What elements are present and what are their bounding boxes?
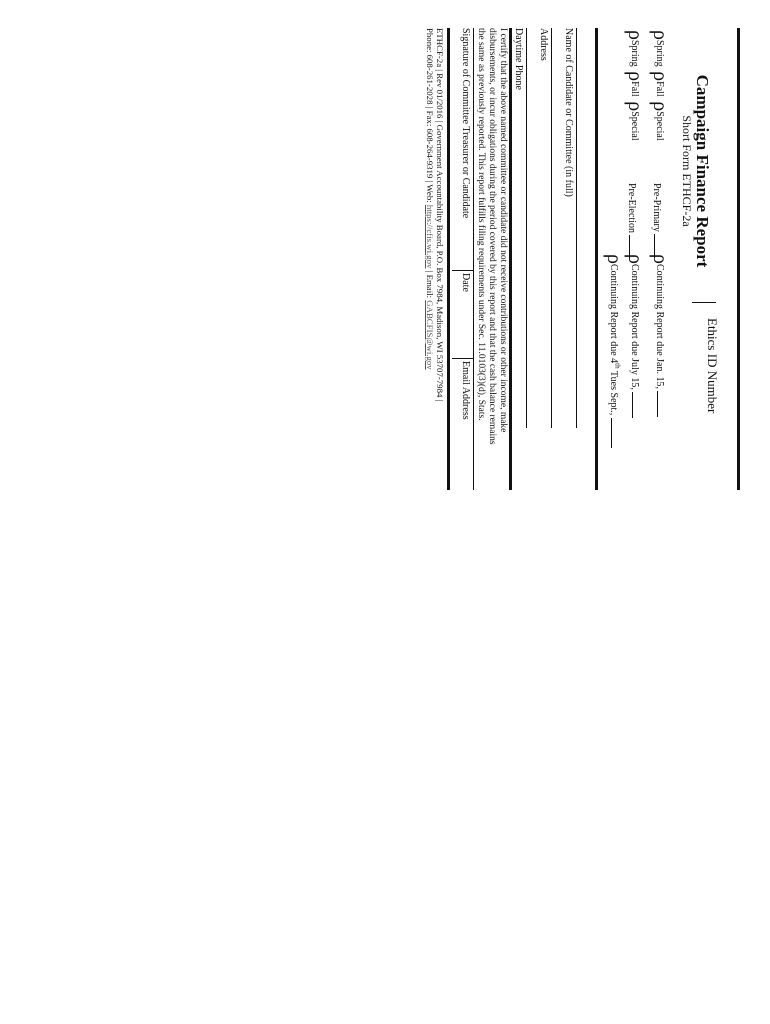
checkbox-icon[interactable]: ρ [624,101,646,112]
certification-line-2: disbursements, or incur obligations during the period covered by this report and that the cash balance remains [487,28,497,445]
checkbox-icon[interactable]: ρ [624,71,646,82]
footer-line-2: Phone: 608-261-2028 | Fax: 608-264-9319 | Web: https://cfis.wi.gov | Email: GABCFIS@wi.gov [425,28,435,370]
address-label: Address [538,28,549,61]
continuing-july-option[interactable]: ρContinuing Report due July 15, [625,254,645,418]
checkbox-icon[interactable]: ρ [649,30,671,40]
certification-line-1: I certify that the above named committee or candidate did not receive contributions or other income, make [498,28,508,433]
header-divider [692,302,716,303]
footer-line-1: ETHCF-2a | Rev 01/2016 | Government Accountability Board, P.O. Box 7984, Madison, WI 53707-7984 | [435,28,445,402]
email-label: Email Address [460,361,471,420]
address-field-line[interactable] [551,28,552,428]
signature-date-divider [452,270,474,271]
pre-primary-field[interactable]: Pre-Primary [651,183,664,258]
top-rule [737,28,740,490]
special-2-option[interactable]: ρSpecial [624,101,646,141]
signature-label: Signature of Committee Treasurer or Candidate [460,28,471,219]
email-link[interactable]: GABCFIS@wi.gov [425,300,435,370]
checkbox-icon[interactable]: ρ [649,254,671,264]
certification-line-3: the same as previously reported. This report fulfills filing requirements under Sec. 11.0103(3)(d), Stats. [476,28,486,421]
phone-field-line[interactable] [526,28,527,428]
form-subtitle: Short Form ETHCF-2a [680,115,694,227]
special-1-option[interactable]: ρSpecial [649,101,671,141]
spring-2-option[interactable]: ρSpring [624,30,646,67]
section-rule [595,28,598,490]
continuing-sept-option[interactable]: ρContinuing Report due 4th Tues Sept., [604,254,624,448]
fall-1-option[interactable]: ρFall [649,71,671,97]
campaign-finance-form [424,28,740,490]
spring-1-option[interactable]: ρSpring [649,30,671,67]
checkbox-icon[interactable]: ρ [624,254,646,264]
name-label: Name of Candidate or Committee (in full) [563,28,574,197]
date-email-divider [452,358,474,359]
fall-2-option[interactable]: ρFall [624,71,646,97]
signature-field-line[interactable] [473,28,474,490]
ethics-id-label: Ethics ID Number [705,318,720,414]
checkbox-icon[interactable]: ρ [649,101,671,112]
checkbox-icon[interactable]: ρ [603,254,625,264]
pre-election-field[interactable]: Pre-Election [626,183,639,259]
footer-rule [447,28,450,490]
report-row-2 [625,30,645,143]
phone-label: Daytime Phone [513,28,524,90]
continuing-jan-option[interactable]: ρContinuing Report due Jan. 15, [650,254,670,417]
name-field-line[interactable] [576,28,577,428]
checkbox-icon[interactable]: ρ [649,71,671,82]
certification-rule [509,28,512,490]
date-label: Date [460,273,471,292]
checkbox-icon[interactable]: ρ [624,30,646,40]
report-row-1 [650,30,670,143]
web-link[interactable]: https://cfis.wi.gov [425,204,435,269]
form-title: Campaign Finance Report [693,74,712,268]
